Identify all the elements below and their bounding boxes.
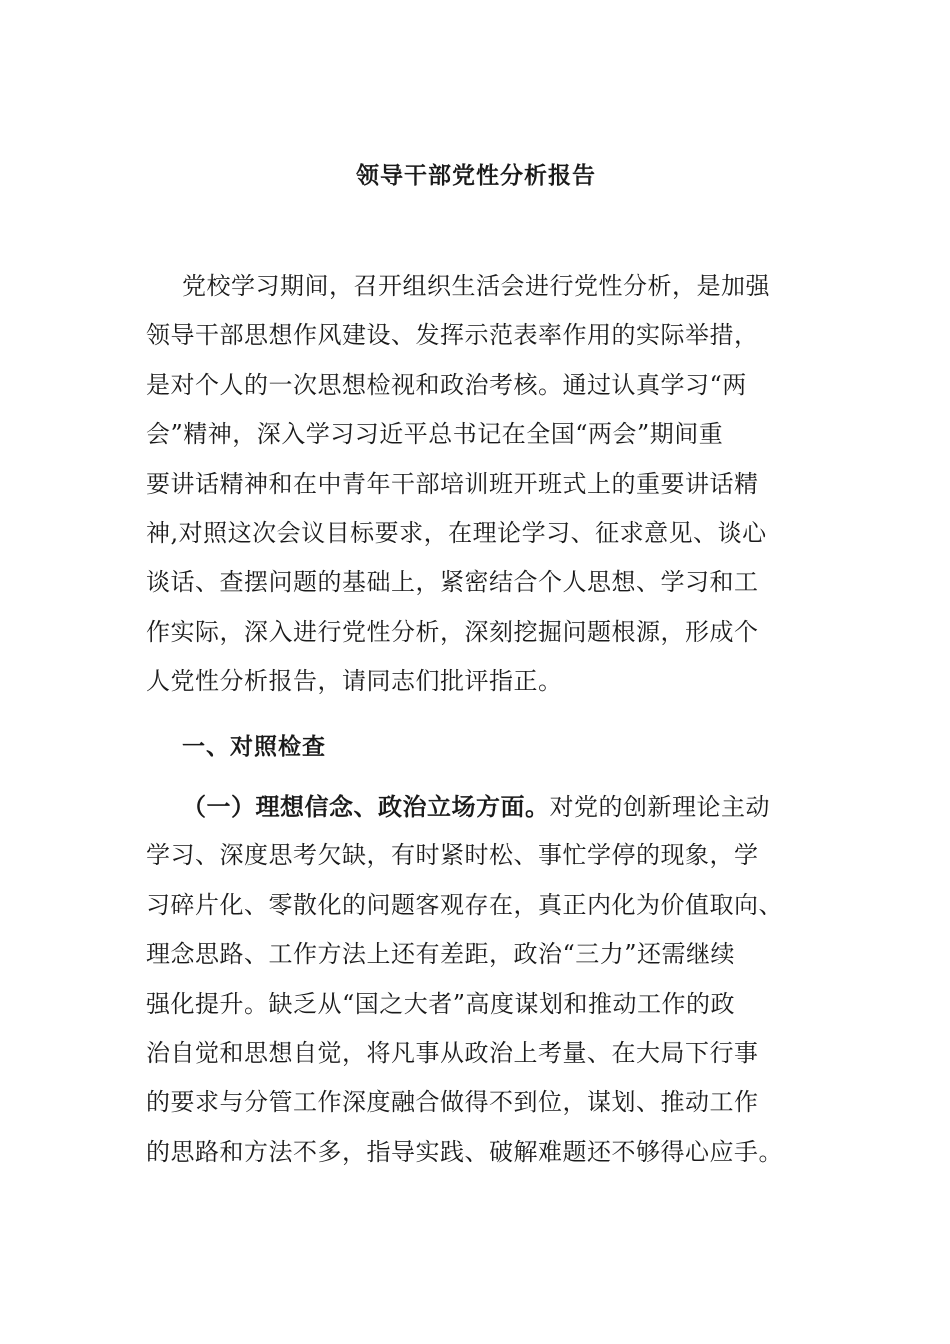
intro-line: 作实际，深入进行党性分析，深刻挖掘问题根源，形成个 (146, 617, 759, 646)
subsection-heading: （一）理想信念、政治立场方面。 (182, 792, 550, 821)
subsection-line: 学习、深度思考欠缺，有时紧时松、事忙学停的现象，学 (146, 841, 759, 870)
subsection-paragraph (146, 782, 806, 1177)
section-heading: 一、对照检查 (182, 733, 326, 760)
subsection-line: 强化提升。缺乏从“国之大者”高度谋划和推动工作的政 (146, 989, 736, 1018)
intro-line: 人党性分析报告，请同志们批评指正。 (146, 667, 563, 696)
intro-line: 要讲话精神和在中青年干部培训班开班式上的重要讲话精 (146, 469, 759, 498)
subsection-line: 习碎片化、零散化的问题客观存在，真正内化为价值取向、 (146, 890, 783, 919)
subsection-line: 理念思路、工作方法上还有差距，政治“三力”还需继续 (146, 940, 736, 969)
subsection-line: 的思路和方法不多，指导实践、破解难题还不够得心应手。 (146, 1137, 783, 1166)
subsection-line: 的要求与分管工作深度融合做得不到位，谋划、推动工作 (146, 1088, 759, 1117)
intro-line: 会”精神，深入学习习近平总书记在全国“两会”期间重 (146, 420, 724, 449)
document-title: 领导干部党性分析报告 (356, 162, 596, 189)
subsection-first-line-text: 对党的创新理论主动 (549, 793, 770, 821)
subsection-line: 治自觉和思想自觉，将凡事从政治上考量、在大局下行事 (146, 1038, 759, 1067)
intro-paragraph (146, 262, 806, 707)
intro-line: 党校学习期间，召开组织生活会进行党性分析，是加强 (182, 272, 770, 300)
intro-line: 领导干部思想作风建设、发挥示范表率作用的实际举措， (146, 321, 759, 350)
intro-line: 是对个人的一次思想检视和政治考核。通过认真学习“两 (146, 370, 747, 399)
subsection-first-line (146, 782, 806, 831)
intro-line: 神,对照这次会议目标要求，在理论学习、征求意见、谈心 (146, 518, 767, 547)
intro-line: 谈话、查摆问题的基础上，紧密结合个人思想、学习和工 (146, 568, 759, 597)
